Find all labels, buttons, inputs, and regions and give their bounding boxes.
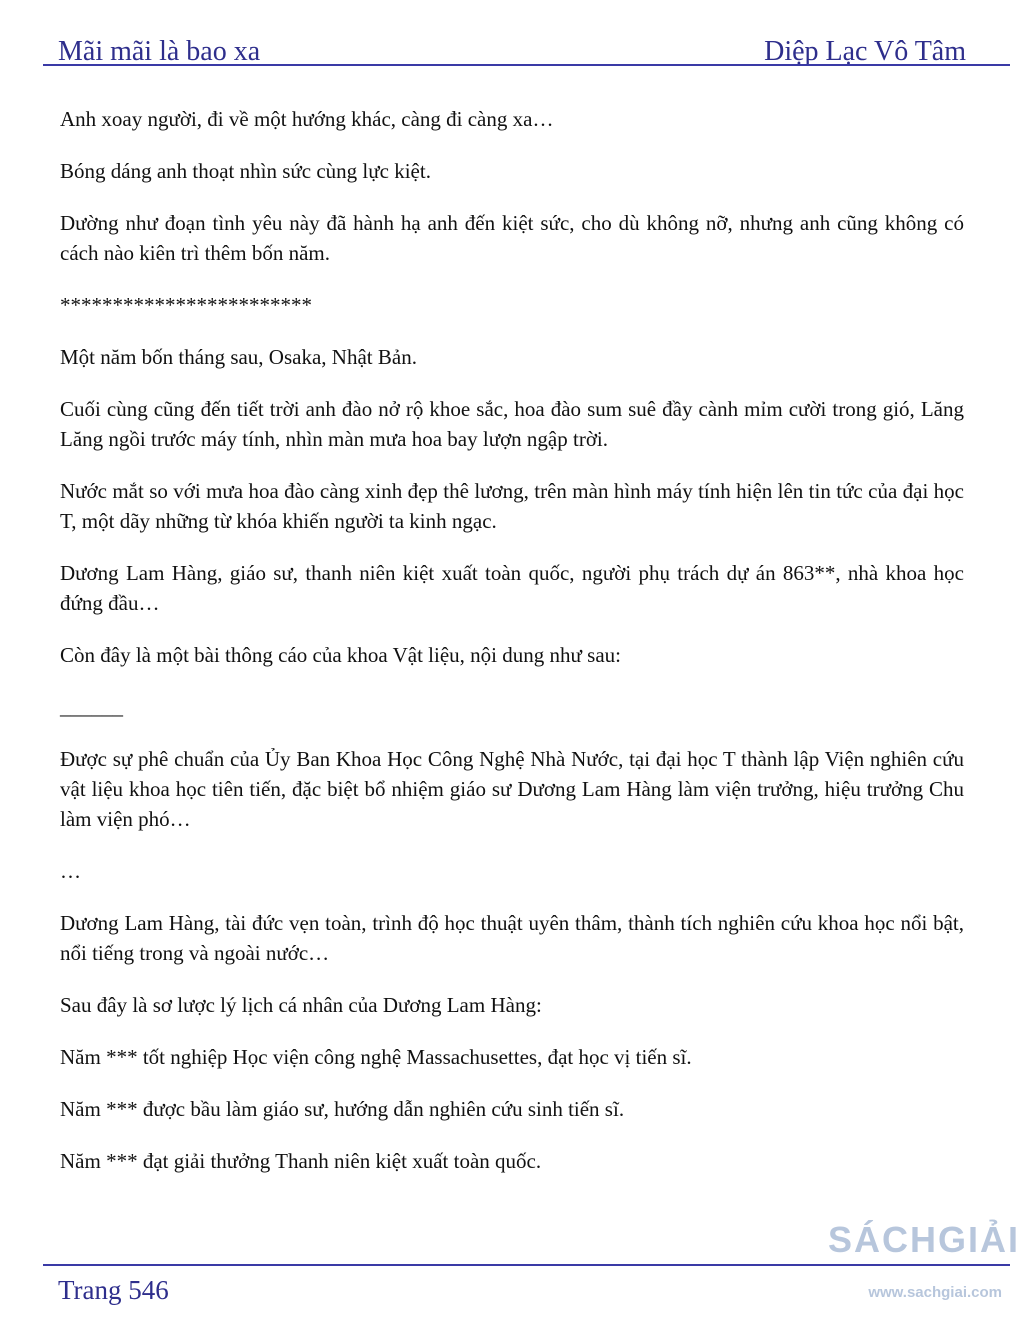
paragraph: Được sự phê chuẩn của Ủy Ban Khoa Học Công Nghệ Nhà Nước, tại đại học T thành lập Viện nghiên cứu vật liệu khoa học tiên tiến, đặc biệt bổ nhiệm giáo sư Dương Lam Hàng làm viện trưởng, hiệu trưởng Chu làm viện phó… bbox=[60, 747, 964, 831]
page-number: Trang 546 bbox=[58, 1275, 169, 1305]
paragraph: Bóng dáng anh thoạt nhìn sức cùng lực kiệt. bbox=[60, 159, 431, 183]
dash-separator: ______ bbox=[60, 695, 123, 719]
paragraph: Một năm bốn tháng sau, Osaka, Nhật Bản. bbox=[60, 345, 417, 369]
paragraph: Năm *** được bầu làm giáo sư, hướng dẫn nghiên cứu sinh tiến sĩ. bbox=[60, 1097, 625, 1121]
paragraph: Cuối cùng cũng đến tiết trời anh đào nở rộ khoe sắc, hoa đào sum suê đầy cành mỉm cười trong gió, Lăng Lăng ngồi trước máy tính, nhìn màn mưa hoa bay lượn ngập trời. bbox=[60, 397, 964, 451]
paragraph: Năm *** đạt giải thưởng Thanh niên kiệt xuất toàn quốc. bbox=[60, 1149, 542, 1173]
paragraph: Dường như đoạn tình yêu này đã hành hạ anh đến kiệt sức, cho dù không nỡ, nhưng anh cũng không có cách nào kiên trì thêm bốn năm. bbox=[60, 211, 964, 265]
watermark-url: www.sachgiai.com bbox=[868, 1284, 1002, 1301]
section-separator: ************************ bbox=[60, 293, 312, 317]
page-body bbox=[60, 104, 964, 1198]
ellipsis-paragraph: … bbox=[60, 859, 81, 883]
paragraph: Còn đây là một bài thông cáo của khoa Vật liệu, nội dung như sau: bbox=[60, 643, 621, 667]
page-header bbox=[58, 22, 966, 66]
paragraph: Nước mắt so với mưa hoa đào càng xinh đẹp thê lương, trên màn hình máy tính hiện lên tin tức của đại học T, một dãy những từ khóa khiến người ta kinh ngạc. bbox=[60, 479, 964, 533]
paragraph: Năm *** tốt nghiệp Học viện công nghệ Massachusettes, đạt học vị tiến sĩ. bbox=[60, 1045, 692, 1069]
header-divider bbox=[43, 64, 1010, 66]
book-title: Mãi mãi là bao xa bbox=[58, 36, 261, 67]
paragraph: Dương Lam Hàng, tài đức vẹn toàn, trình độ học thuật uyên thâm, thành tích nghiên cứu khoa học nổi bật, nổi tiếng trong và ngoài nước… bbox=[60, 911, 964, 965]
paragraph: Anh xoay người, đi về một hướng khác, càng đi càng xa… bbox=[60, 107, 554, 131]
book-author: Diệp Lạc Vô Tâm bbox=[764, 36, 966, 67]
paragraph: Dương Lam Hàng, giáo sư, thanh niên kiệt xuất toàn quốc, người phụ trách dự án 863**, nhà khoa học đứng đầu… bbox=[60, 561, 964, 615]
watermark bbox=[820, 1219, 1020, 1301]
watermark-logo: SÁCHGIẢI bbox=[827, 1219, 1020, 1260]
paragraph: Sau đây là sơ lược lý lịch cá nhân của Dương Lam Hàng: bbox=[60, 993, 542, 1017]
